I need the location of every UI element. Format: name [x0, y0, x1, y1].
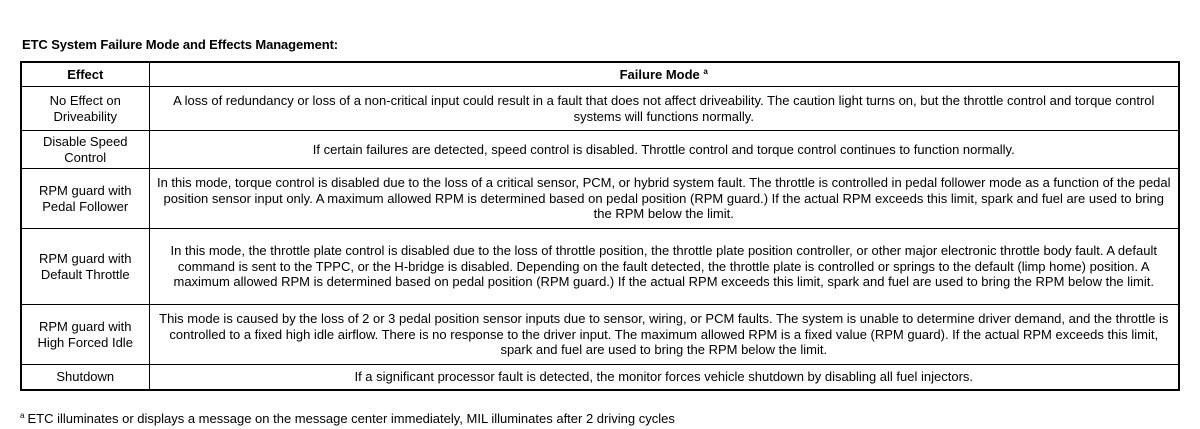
- fmea-table: [20, 61, 1180, 391]
- effect-cell: Shutdown: [21, 365, 149, 391]
- header-failure-mode-label: Failure Mode: [619, 67, 700, 83]
- table-row: [21, 365, 1179, 391]
- effect-cell: RPM guard with Pedal Follower: [21, 169, 149, 229]
- failure-mode-cell: If certain failures are detected, speed control is disabled. Throttle control and torque control continues to function normally.: [149, 131, 1179, 169]
- effect-cell: No Effect on Driveability: [21, 87, 149, 131]
- footnote-text: ETC illuminates or displays a message on the message center immediately, MIL illuminates after 2 driving cycles: [27, 411, 675, 426]
- header-failure-mode: [149, 62, 1179, 87]
- failure-mode-cell: This mode is caused by the loss of 2 or 3 pedal position sensor inputs due to sensor, wiring, or PCM faults. The system is unable to determine driver demand, and the throttle is controlled to a fixed high idle airflow. There is no response to the driver input. The maximum allowed RPM is a fixed value (RPM guard). If the actual RPM exceeds this limit, spark and fuel are used to bring the RPM below the limit.: [149, 305, 1179, 365]
- table-row: [21, 305, 1179, 365]
- effect-cell: RPM guard with High Forced Idle: [21, 305, 149, 365]
- header-effect: Effect: [21, 62, 149, 87]
- table-header-row: [21, 62, 1179, 87]
- failure-mode-cell: A loss of redundancy or loss of a non-critical input could result in a fault that does not affect driveability. The caution light turns on, but the throttle control and torque control systems will functions normally.: [149, 87, 1179, 131]
- failure-mode-cell: In this mode, the throttle plate control is disabled due to the loss of throttle position, the throttle plate position controller, or other major electronic throttle body fault. A default command is sent to the TPPC, or the H-bridge is disabled. Depending on the fault detected, the throttle plate is controlled or springs to the default (limp home) position. A maximum allowed RPM is determined based on pedal position (RPM guard.) If the actual RPM exceeds this limit, spark and fuel are used to bring the RPM below the limit.: [149, 229, 1179, 305]
- footnote: [20, 411, 675, 426]
- table-row: [21, 169, 1179, 229]
- failure-mode-cell: In this mode, torque control is disabled due to the loss of a critical sensor, PCM, or hybrid system fault. The throttle is controlled in pedal follower mode as a function of the pedal position sensor input only. A maximum allowed RPM is determined based on pedal position (RPM guard.) If the actual RPM exceeds this limit, spark and fuel are used to bring the RPM below the limit.: [149, 169, 1179, 229]
- document-title: ETC System Failure Mode and Effects Management:: [22, 37, 339, 52]
- effect-cell: Disable Speed Control: [21, 131, 149, 169]
- table-row: [21, 229, 1179, 305]
- effect-cell: RPM guard with Default Throttle: [21, 229, 149, 305]
- fmea-table-container: [20, 61, 1178, 391]
- footnote-marker: a: [703, 67, 708, 77]
- failure-mode-cell: If a significant processor fault is detected, the monitor forces vehicle shutdown by disabling all fuel injectors.: [149, 365, 1179, 391]
- table-row: [21, 131, 1179, 169]
- footnote-marker-label: a: [20, 411, 25, 420]
- table-row: [21, 87, 1179, 131]
